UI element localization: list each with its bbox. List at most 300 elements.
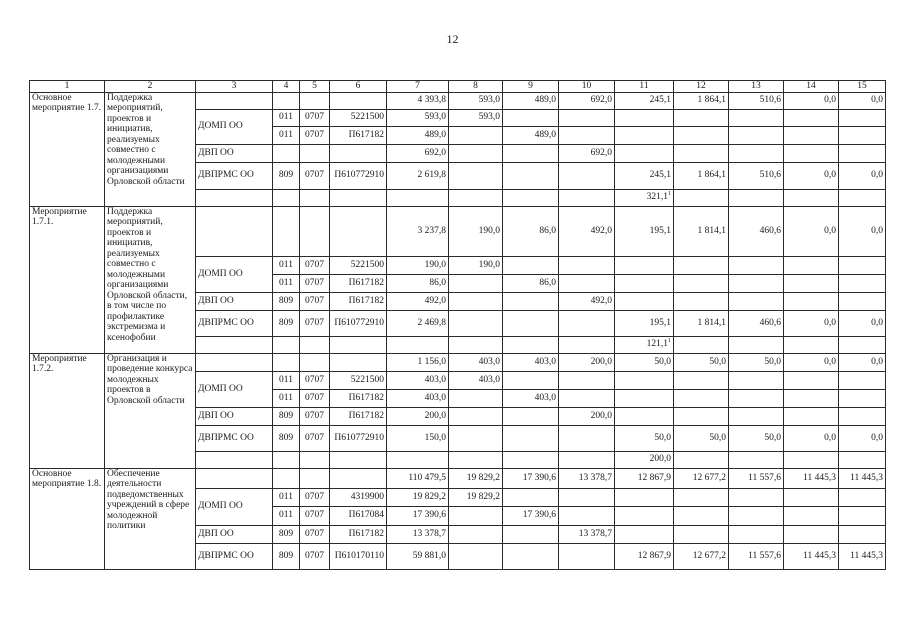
empty-cell [387,451,449,468]
amount-cell [449,126,503,144]
code-cell: П610170110 [330,543,387,569]
total-value: 245,1 [615,92,674,109]
empty-cell [559,109,615,126]
amount-cell: 19 829,2 [387,488,449,506]
department-label: ДВП ОО [196,144,273,162]
amount-cell: 245,1 [615,162,674,189]
amount-cell: 692,0 [387,144,449,162]
amount-cell: 0,0 [839,425,886,451]
empty-cell [729,389,784,407]
amount-cell: 0,0 [784,310,839,336]
empty-cell [196,468,273,488]
code-cell: 011 [273,256,300,274]
empty-cell [674,144,729,162]
amount-cell: 12 677,2 [674,543,729,569]
code-cell: 011 [273,488,300,506]
empty-cell [615,525,674,543]
total-value: 0,0 [839,353,886,371]
table-row [30,468,886,488]
empty-cell [503,407,559,425]
empty-cell [503,543,559,569]
empty-cell [273,189,300,206]
empty-cell [449,162,503,189]
empty-cell [674,292,729,310]
code-cell: 0707 [300,543,330,569]
empty-cell [729,488,784,506]
column-number: 13 [729,81,784,93]
footnote-marker: 1 [668,338,671,345]
code-cell [273,144,300,162]
empty-cell [784,274,839,292]
empty-cell [674,256,729,274]
empty-cell [729,336,784,353]
empty-cell [330,451,387,468]
code-cell: 0707 [300,256,330,274]
measure-description: Поддержка мероприятий, проектов и инициатив, реализуемых совместно с молодежными организациями Орловской области [105,92,196,206]
amount-cell: 12 867,9 [615,543,674,569]
empty-cell [559,189,615,206]
measure-description: Организация и проведение конкурса молодежных проектов в Орловской области [105,353,196,468]
code-cell: 011 [273,109,300,126]
code-cell: 0707 [300,109,330,126]
total-value: 510,6 [729,92,784,109]
code-cell: 0707 [300,126,330,144]
empty-cell [729,126,784,144]
empty-cell [196,92,273,109]
total-value: 593,0 [449,92,503,109]
column-number: 1 [30,81,105,93]
code-cell: П617182 [330,525,387,543]
table-row [30,206,886,256]
total-value: 190,0 [449,206,503,256]
empty-cell [559,336,615,353]
code-cell [300,144,330,162]
code-cell: 0707 [300,371,330,389]
empty-cell [839,292,886,310]
empty-cell [674,274,729,292]
column-number: 5 [300,81,330,93]
total-value: 0,0 [784,206,839,256]
amount-cell: 50,0 [674,425,729,451]
code-cell: П610772910 [330,425,387,451]
measure-description: Обеспечение деятельности подведомственных учреждений в сфере молодежной политики [105,468,196,569]
amount-cell: 11 445,3 [784,543,839,569]
empty-cell [273,468,300,488]
empty-cell [839,506,886,525]
empty-cell [729,274,784,292]
measure-description: Поддержка мероприятий, проектов и инициатив, реализуемых совместно с молодежными организациями Орловской области, в том числе по профилактике экстремизма и ксенофобии [105,206,196,353]
empty-cell [449,451,503,468]
footnote-marker: 1 [668,191,671,198]
amount-cell: 489,0 [387,126,449,144]
code-cell: 0707 [300,425,330,451]
empty-cell [300,451,330,468]
amount-cell: 17 390,6 [503,506,559,525]
total-value: 403,0 [449,353,503,371]
total-value: 1 814,1 [674,206,729,256]
amount-cell: 86,0 [387,274,449,292]
amount-cell: 190,0 [387,256,449,274]
total-value: 403,0 [503,353,559,371]
code-cell: 011 [273,371,300,389]
total-value: 0,0 [839,92,886,109]
total-value: 200,0 [559,353,615,371]
total-value: 1 156,0 [387,353,449,371]
amount-cell: 195,1 [615,310,674,336]
empty-cell [839,126,886,144]
empty-cell [839,389,886,407]
empty-cell [729,144,784,162]
empty-cell [839,189,886,206]
table-row [30,92,886,109]
empty-cell [615,371,674,389]
empty-cell [273,336,300,353]
empty-cell [674,488,729,506]
amount-cell: 1 814,1 [674,310,729,336]
extra-amount-cell [615,189,674,206]
column-number: 7 [387,81,449,93]
empty-cell [559,506,615,525]
total-value: 3 237,8 [387,206,449,256]
department-label: ДВП ОО [196,292,273,310]
total-value: 11 557,6 [729,468,784,488]
empty-cell [503,292,559,310]
empty-cell [839,144,886,162]
empty-cell [503,425,559,451]
extra-amount: 121,1 [646,339,668,350]
empty-cell [559,256,615,274]
empty-cell [273,451,300,468]
column-number: 8 [449,81,503,93]
total-value: 50,0 [674,353,729,371]
department-label: ДОМП ОО [196,371,273,407]
code-cell: 0707 [300,407,330,425]
empty-cell [729,407,784,425]
empty-cell [784,126,839,144]
department-label: ДВПРМС ОО [196,310,273,336]
empty-cell [674,336,729,353]
empty-cell [449,310,503,336]
empty-cell [784,506,839,525]
code-cell: 809 [273,407,300,425]
empty-cell [729,371,784,389]
code-cell: 809 [273,525,300,543]
amount-cell [449,389,503,407]
total-value: 110 479,5 [387,468,449,488]
empty-cell [449,407,503,425]
total-value: 692,0 [559,92,615,109]
empty-cell [449,336,503,353]
amount-cell: 489,0 [503,126,559,144]
empty-cell [615,126,674,144]
column-number: 9 [503,81,559,93]
empty-cell [839,407,886,425]
code-cell: 0707 [300,292,330,310]
empty-cell [784,389,839,407]
amount-cell: 50,0 [615,425,674,451]
amount-cell: 403,0 [449,371,503,389]
measure-name: Основное мероприятие 1.8. [30,468,105,569]
empty-cell [300,353,330,371]
empty-cell [615,109,674,126]
total-value: 19 829,2 [449,468,503,488]
empty-cell [559,451,615,468]
amount-cell [503,109,559,126]
empty-cell [784,336,839,353]
code-cell: П617182 [330,389,387,407]
amount-cell: 11 445,3 [839,543,886,569]
total-value: 11 445,3 [784,468,839,488]
empty-cell [784,189,839,206]
total-value: 195,1 [615,206,674,256]
empty-cell [196,206,273,256]
amount-cell: 200,0 [559,407,615,425]
empty-cell [330,336,387,353]
empty-cell [784,292,839,310]
department-label: ДОМП ОО [196,488,273,525]
empty-cell [615,488,674,506]
empty-cell [615,292,674,310]
empty-cell [729,451,784,468]
empty-cell [559,371,615,389]
empty-cell [449,144,503,162]
code-cell: 011 [273,274,300,292]
empty-cell [674,407,729,425]
code-cell: П617182 [330,407,387,425]
empty-cell [839,488,886,506]
empty-cell [615,256,674,274]
empty-cell [839,256,886,274]
empty-cell [615,389,674,407]
empty-cell [559,162,615,189]
extra-amount-cell [615,451,674,468]
code-cell: 809 [273,425,300,451]
department-label: ДОМП ОО [196,109,273,144]
empty-cell [196,336,273,353]
empty-cell [729,506,784,525]
amount-cell: 403,0 [387,389,449,407]
empty-cell [196,189,273,206]
empty-cell [674,109,729,126]
code-cell: 011 [273,126,300,144]
empty-cell [674,126,729,144]
empty-cell [839,525,886,543]
code-cell: 011 [273,389,300,407]
amount-cell: 19 829,2 [449,488,503,506]
empty-cell [503,451,559,468]
empty-cell [300,92,330,109]
code-cell: П610772910 [330,310,387,336]
empty-cell [674,389,729,407]
column-number: 4 [273,81,300,93]
amount-cell: 13 378,7 [387,525,449,543]
amount-cell: 0,0 [839,310,886,336]
empty-cell [330,353,387,371]
department-label: ДВПРМС ОО [196,543,273,569]
code-cell: 0707 [300,389,330,407]
amount-cell [449,274,503,292]
empty-cell [559,274,615,292]
empty-cell [674,506,729,525]
measure-name: Основное мероприятие 1.7. [30,92,105,206]
empty-cell [729,292,784,310]
code-cell: П617182 [330,292,387,310]
code-cell: П617182 [330,126,387,144]
empty-cell [503,336,559,353]
empty-cell [449,189,503,206]
empty-cell [449,543,503,569]
empty-cell [559,310,615,336]
empty-cell [300,189,330,206]
empty-cell [559,543,615,569]
total-value: 492,0 [559,206,615,256]
amount-cell: 492,0 [559,292,615,310]
code-cell: 809 [273,310,300,336]
amount-cell: 1 864,1 [674,162,729,189]
empty-cell [729,109,784,126]
code-cell: П617182 [330,274,387,292]
total-value: 50,0 [615,353,674,371]
amount-cell: 0,0 [784,162,839,189]
empty-cell [784,451,839,468]
empty-cell [729,256,784,274]
empty-cell [839,451,886,468]
empty-cell [330,92,387,109]
empty-cell [559,488,615,506]
empty-cell [196,451,273,468]
amount-cell: 460,6 [729,310,784,336]
amount-cell: 59 881,0 [387,543,449,569]
code-cell: 4319900 [330,488,387,506]
amount-cell [503,488,559,506]
empty-cell [330,468,387,488]
total-value: 11 445,3 [839,468,886,488]
empty-cell [449,425,503,451]
code-cell: П617084 [330,506,387,525]
amount-cell: 0,0 [784,425,839,451]
code-cell: 0707 [300,525,330,543]
total-value: 12 677,2 [674,468,729,488]
empty-cell [784,109,839,126]
total-value: 17 390,6 [503,468,559,488]
empty-cell [839,274,886,292]
department-label: ДВПРМС ОО [196,162,273,189]
empty-cell [784,371,839,389]
empty-cell [449,292,503,310]
empty-cell [784,144,839,162]
column-number: 12 [674,81,729,93]
extra-amount: 200,0 [649,454,671,465]
empty-cell [300,336,330,353]
empty-cell [273,92,300,109]
code-cell: 0707 [300,506,330,525]
department-label: ДОМП ОО [196,256,273,292]
total-value: 460,6 [729,206,784,256]
column-number: 3 [196,81,273,93]
total-value: 12 867,9 [615,468,674,488]
budget-table [29,80,886,570]
empty-cell [559,389,615,407]
code-cell: 5221500 [330,109,387,126]
measure-name: Мероприятие 1.7.2. [30,353,105,468]
total-value: 1 864,1 [674,92,729,109]
extra-amount: 321,1 [646,192,668,203]
column-number: 10 [559,81,615,93]
empty-cell [674,189,729,206]
amount-cell: 403,0 [387,371,449,389]
amount-cell: 17 390,6 [387,506,449,525]
total-value: 0,0 [784,353,839,371]
code-cell: 0707 [300,274,330,292]
amount-cell [503,256,559,274]
amount-cell: 593,0 [387,109,449,126]
empty-cell [300,206,330,256]
empty-cell [503,144,559,162]
table-row [30,353,886,371]
measure-name: Мероприятие 1.7.1. [30,206,105,353]
total-value: 13 378,7 [559,468,615,488]
amount-cell: 150,0 [387,425,449,451]
empty-cell [839,371,886,389]
column-number: 14 [784,81,839,93]
empty-cell [387,336,449,353]
code-cell: 809 [273,162,300,189]
amount-cell: 692,0 [559,144,615,162]
code-cell: 011 [273,506,300,525]
empty-cell [615,506,674,525]
column-number: 15 [839,81,886,93]
code-cell: 809 [273,543,300,569]
total-value: 4 393,8 [387,92,449,109]
total-value: 86,0 [503,206,559,256]
code-cell: 0707 [300,488,330,506]
amount-cell: 13 378,7 [559,525,615,543]
amount-cell: 200,0 [387,407,449,425]
empty-cell [273,206,300,256]
amount-cell [503,371,559,389]
department-label: ДВП ОО [196,525,273,543]
empty-cell [330,206,387,256]
empty-cell [729,525,784,543]
empty-cell [674,371,729,389]
amount-cell: 492,0 [387,292,449,310]
empty-cell [674,451,729,468]
amount-cell: 86,0 [503,274,559,292]
empty-cell [503,525,559,543]
empty-cell [674,525,729,543]
amount-cell: 2 619,8 [387,162,449,189]
total-value: 50,0 [729,353,784,371]
amount-cell: 190,0 [449,256,503,274]
amount-cell [449,506,503,525]
empty-cell [615,274,674,292]
amount-cell: 50,0 [729,425,784,451]
empty-cell [784,407,839,425]
code-cell: 5221500 [330,256,387,274]
total-value: 0,0 [839,206,886,256]
amount-cell: 2 469,8 [387,310,449,336]
empty-cell [449,525,503,543]
empty-cell [839,109,886,126]
extra-amount-cell [615,336,674,353]
column-number: 11 [615,81,674,93]
empty-cell [387,189,449,206]
amount-cell: 11 557,6 [729,543,784,569]
empty-cell [784,525,839,543]
amount-cell: 403,0 [503,389,559,407]
empty-cell [559,126,615,144]
empty-cell [273,353,300,371]
